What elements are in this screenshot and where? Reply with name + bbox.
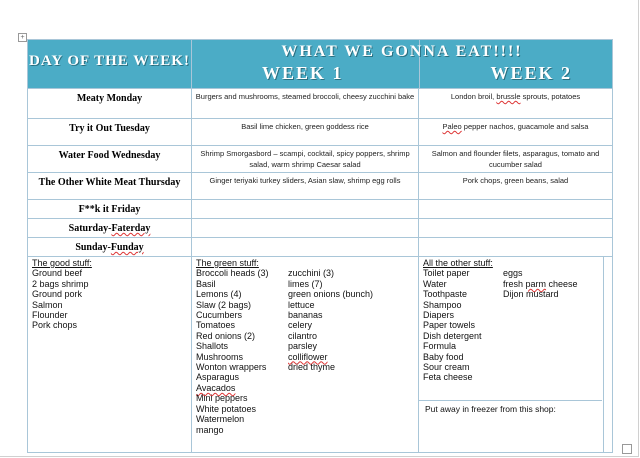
good-stuff-title: The good stuff: [32, 258, 92, 268]
list-item: Shampoo [423, 299, 462, 310]
table-move-handle-icon[interactable]: + [18, 33, 27, 42]
list-item: limes (7) [288, 278, 323, 289]
list-item: Ground beef [32, 268, 83, 279]
green-stuff-list-col2 [288, 268, 373, 372]
week2-meal [419, 238, 613, 257]
list-item: Mushrooms [196, 351, 244, 362]
freezer-divider [419, 400, 602, 401]
list-item: bananas [288, 310, 323, 321]
list-item: green onions (bunch) [288, 289, 374, 300]
list-item: Slaw (2 bags) [196, 299, 252, 310]
week1-meal: Shrimp Smorgasbord – scampi, cocktail, spicy poppers, shrimp salad, warm shrimp Caesar salad [192, 146, 419, 173]
list-item: Sour cream [423, 362, 470, 373]
day-label: The Other White Meat Thursday [28, 173, 192, 200]
day-row [28, 119, 613, 146]
week2-label: WEEK 2 [490, 63, 572, 83]
day-label: Meaty Monday [28, 89, 192, 119]
other-stuff-title: All the other stuff: [423, 258, 493, 268]
day-row [28, 89, 613, 119]
day-row [28, 200, 613, 219]
day-label: F**k it Friday [28, 200, 192, 219]
list-item: Tomatoes [196, 320, 236, 331]
header-row [28, 40, 613, 89]
list-item: mango [196, 424, 224, 435]
day-label: Water Food Wednesday [28, 146, 192, 173]
list-item: Broccoli heads (3) [196, 268, 269, 279]
list-item: eggs [503, 268, 523, 279]
freezer-note: Put away in freezer from this shop: [425, 404, 556, 414]
day-row [28, 238, 613, 257]
day-label: Saturday-Faterday [28, 219, 192, 238]
list-item: Toilet paper [423, 268, 470, 279]
list-item: Basil [196, 278, 216, 289]
week2-meal [419, 219, 613, 238]
week2-meal: London broil, brussle sprouts, potatoes [419, 89, 613, 119]
list-item: Cucumbers [196, 310, 243, 321]
list-item: Wonton wrappers [196, 362, 267, 373]
day-label: Try it Out Tuesday [28, 119, 192, 146]
shopping-lists-row [28, 257, 613, 453]
day-row [28, 146, 613, 173]
list-item: zucchini (3) [288, 268, 335, 279]
list-item: Pork chops [32, 320, 78, 331]
list-item: White potatoes [196, 403, 257, 414]
list-item: colliflower [288, 351, 328, 362]
list-item: lettuce [288, 299, 315, 310]
day-row [28, 173, 613, 200]
week1-meal [192, 200, 419, 219]
list-item: Feta cheese [423, 372, 473, 383]
week1-meal: Burgers and mushrooms, steamed broccoli, cheesy zucchini bake [192, 89, 419, 119]
day-label: Sunday-Funday [28, 238, 192, 257]
week1-label: WEEK 1 [262, 63, 344, 83]
green-stuff-list [196, 258, 269, 435]
good-stuff-cell [28, 257, 192, 453]
day-row [28, 219, 613, 238]
list-item: Dish detergent [423, 330, 482, 341]
week1-meal: Ginger teriyaki turkey sliders, Asian slaw, shrimp egg rolls [192, 173, 419, 200]
list-item: cilantro [288, 330, 318, 341]
other-stuff-cell [419, 257, 613, 453]
week1-meal [192, 219, 419, 238]
cell-guide-line [603, 257, 604, 452]
list-item: Flounder [32, 310, 68, 321]
list-item: Water [423, 278, 447, 289]
list-item: Red onions (2) [196, 330, 256, 341]
week2-meal: Pork chops, green beans, salad [419, 173, 613, 200]
list-item: Diapers [423, 310, 455, 321]
list-item: Avacados [196, 382, 236, 393]
week1-meal [192, 238, 419, 257]
meal-plan-table [27, 39, 613, 453]
list-item: Formula [423, 341, 457, 352]
good-stuff-list [32, 258, 92, 331]
list-item: parsley [288, 341, 318, 352]
week1-meal: Basil lime chicken, green goddess rice [192, 119, 419, 146]
list-item: fresh parm cheese [503, 278, 578, 289]
week2-meal: Salmon and flounder filets, asparagus, tomato and cucumber salad [419, 146, 613, 173]
list-item: Toothpaste [423, 289, 468, 300]
green-stuff-title: The green stuff: [196, 258, 259, 268]
table-resize-handle-icon[interactable] [622, 444, 632, 454]
list-item: Shallots [196, 341, 229, 352]
list-item: Mini peppers [196, 393, 248, 404]
other-stuff-list [423, 258, 493, 383]
day-of-week-header: DAY OF THE WEEK! [28, 40, 192, 89]
list-item: Baby food [423, 351, 464, 362]
list-item: Paper towels [423, 320, 476, 331]
plan-title: WHAT WE GONNA EAT!!!! [281, 43, 523, 60]
list-item: Salmon [32, 299, 63, 310]
list-item: Ground pork [32, 289, 83, 300]
list-item: Lemons (4) [196, 289, 242, 300]
list-item: Asparagus [196, 372, 240, 383]
list-item: 2 bags shrimp [32, 278, 89, 289]
list-item: Watermelon [196, 414, 245, 425]
list-item: celery [288, 320, 313, 331]
other-stuff-list-col2 [503, 268, 578, 299]
week2-meal: Paleo pepper nachos, guacamole and salsa [419, 119, 613, 146]
green-stuff-cell [192, 257, 419, 453]
week2-meal [419, 200, 613, 219]
weeks-header [192, 40, 613, 89]
list-item: dried thyme [288, 362, 336, 373]
list-item: Dijon mustard [503, 289, 559, 300]
